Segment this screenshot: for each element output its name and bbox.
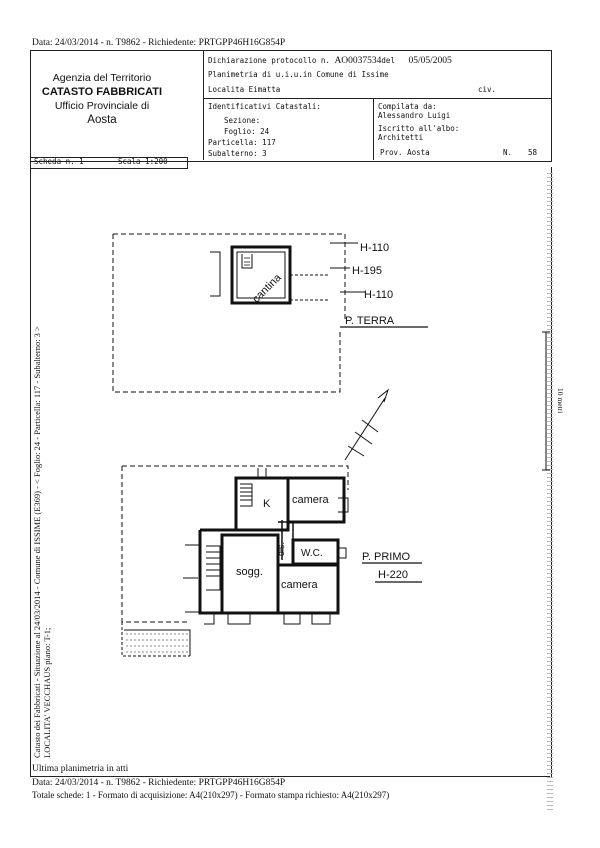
- scale-ruler: [542, 332, 550, 470]
- identifiers-title: Identificativi Catastali:: [208, 102, 321, 111]
- label-h110-b: H-110: [364, 289, 394, 301]
- label-h110-a: H-110: [360, 242, 390, 254]
- compiler-prov: Prov. Aosta: [380, 148, 430, 157]
- protocol-number: AO0037534: [334, 56, 382, 66]
- declaration-civ: civ.: [478, 85, 497, 94]
- label-p-primo: P. PRIMO: [362, 551, 411, 563]
- label-h220: H-220: [378, 569, 408, 581]
- compiler-albo-label: Iscritto all'albo:: [378, 124, 460, 133]
- footer-totale: Totale schede: 1 - Formato di acquisizione: A4(210x297) - Formato stampa richiesto: A4(210x297): [32, 790, 390, 800]
- footer-data: Data: 24/03/2014 - n. T9862 - Richiedente: PRTGPP46H16G854P: [32, 778, 286, 788]
- label-camera-1: camera: [292, 494, 329, 506]
- side-text-line1: Catasto dei Fabbricati - Situazione al 24/03/2014 - Comune di ISSIME (E369) - < Foglio: 24 - Particella: 117 - Subalterno: 3 >: [32, 326, 42, 758]
- label-dis: dis.: [276, 541, 286, 556]
- compiler-label: Compilata da:: [378, 102, 437, 111]
- compiler-n-label: N.: [503, 148, 513, 157]
- date-label: del: [381, 56, 395, 65]
- label-wc: W.C.: [301, 548, 323, 559]
- label-scale-ruler: 10 metri: [556, 388, 565, 414]
- protocol-label: Dichiarazione protocollo n.: [208, 56, 330, 65]
- agency-city: Aosta: [87, 114, 117, 126]
- declaration-location: Localita Eimatta: [208, 85, 281, 94]
- identifiers-foglio: Foglio: 24: [224, 127, 270, 136]
- declaration-date: 05/05/2005: [408, 56, 452, 66]
- label-h195: H-195: [352, 265, 382, 277]
- label-sogg: sogg.: [236, 566, 263, 578]
- north-arrow: [345, 390, 388, 460]
- scheda-scala: Scala 1:200: [118, 157, 168, 166]
- label-camera-2: camera: [281, 579, 318, 591]
- ground-floor-outline: [113, 234, 345, 392]
- agency-office: Ufficio Provinciale di: [54, 100, 150, 112]
- top-header: Data: 24/03/2014 - n. T9862 - Richiedente: PRTGPP46H16G854P: [32, 38, 286, 48]
- label-p-terra: P. TERRA: [345, 315, 395, 327]
- label-k: K: [263, 498, 271, 510]
- compiler-albo: Architetti: [378, 133, 424, 142]
- scheda-label: Scheda n. 1: [34, 157, 84, 166]
- compiler-name: Alessandro Luigi: [378, 111, 451, 120]
- identifiers-sezione: Sezione:: [224, 116, 261, 125]
- identifiers-subalterno: Subalterno: 3: [208, 149, 267, 158]
- footer-ultima: Ultima planimetria in atti: [32, 764, 129, 774]
- compiler-n-value: 58: [528, 148, 538, 157]
- side-text-line2: LOCALITA' VECCHAUS piano: T-1;: [42, 627, 52, 758]
- agency-dept: CATASTO FABBRICATI: [41, 86, 163, 98]
- agency-name: Agenzia del Territorio: [52, 72, 152, 84]
- identifiers-particella: Particella: 117: [208, 138, 276, 147]
- declaration-line2: Planimetria di u.i.u.in Comune di Issime: [208, 70, 389, 79]
- label-cantina: cantina: [250, 271, 284, 306]
